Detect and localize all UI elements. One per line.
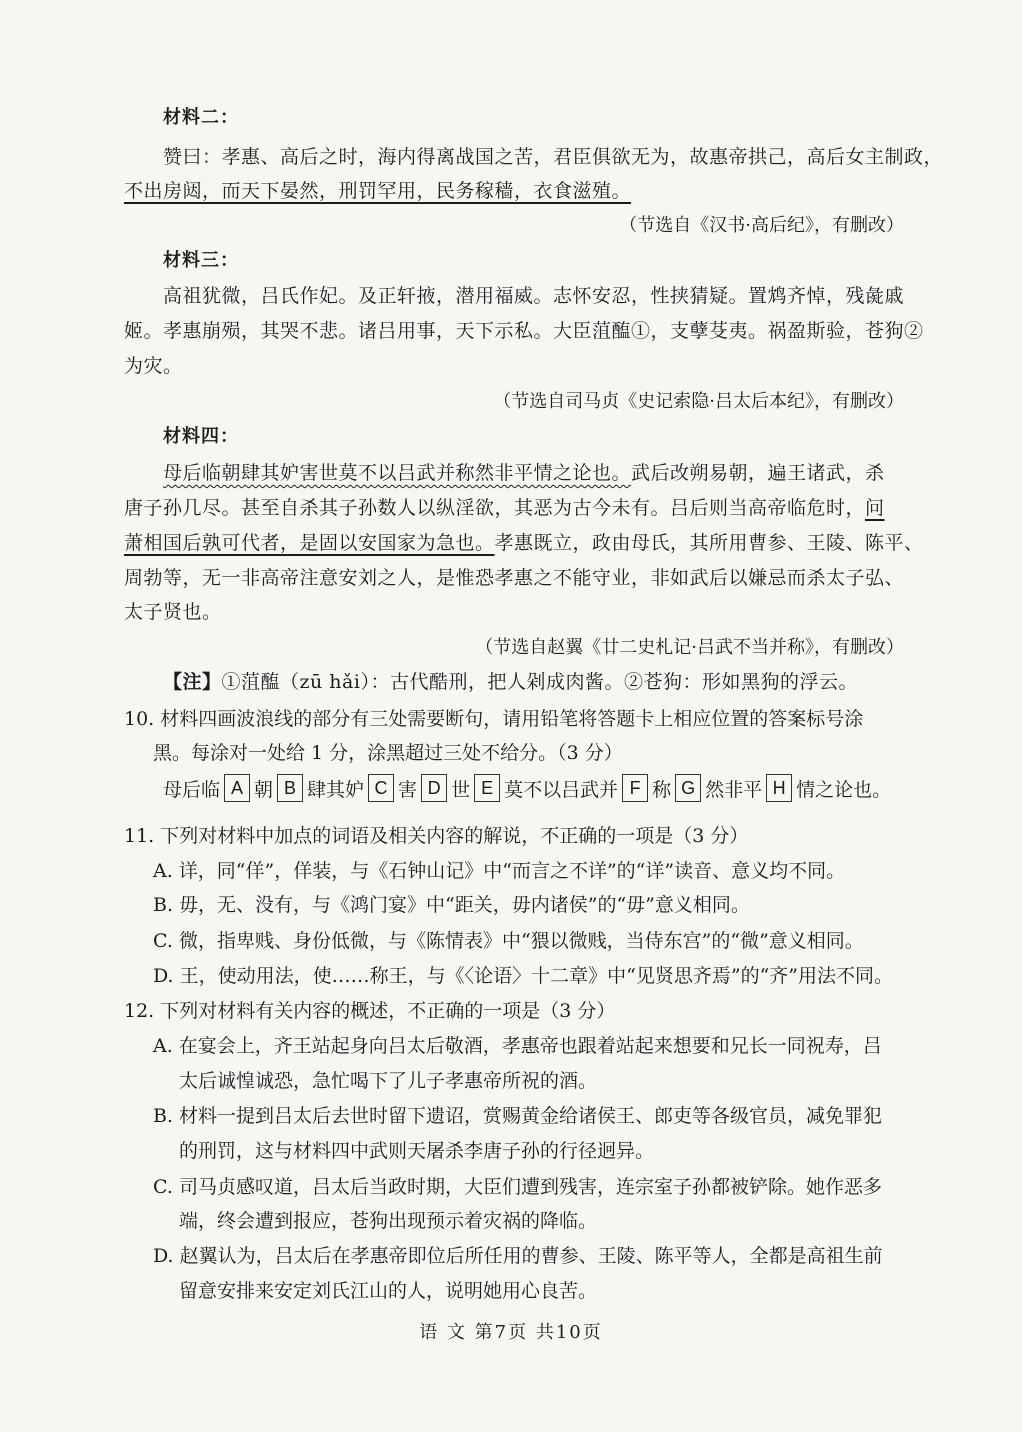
material3-source: （节选自司马贞《史记索隐·吕太后本纪》，有删改） bbox=[493, 391, 904, 412]
material2-source: （节选自《汉书·高后纪》，有删改） bbox=[619, 215, 904, 236]
q11-option-d: D. 王，使动用法，使……称王，与《〈论语〉十二章》中“见贤思齐焉”的“齐”用法不同。 bbox=[153, 965, 893, 987]
material4-source: （节选自赵翼《廿二史札记·吕武不当并称》，有删改） bbox=[475, 637, 904, 658]
material4-line3: 萧相国后孰可代者，是固以安国家为急也。孝惠既立，政由母氏，其所用曹参、王陵、陈平、 bbox=[124, 532, 924, 554]
q12-option-b-line2: 的刑罚，这与材料四中武则天屠杀李唐子孙的行径迥异。 bbox=[179, 1140, 655, 1162]
wavy-line-text: 母后临朝肆其妒害世莫不以吕武并称然非平情之论也。 bbox=[163, 462, 632, 484]
material2-line1: 赞曰：孝惠、高后之时，海内得离战国之苦，君臣俱欲无为，故惠帝拱己，高后女主制政， bbox=[163, 146, 944, 168]
answer-box-e[interactable]: E bbox=[474, 774, 500, 802]
answer-box-g[interactable]: G bbox=[675, 774, 701, 802]
q12-option-c-line2: 端，终会遭到报应，苍狗出现预示着灾祸的降临。 bbox=[179, 1210, 598, 1232]
q11-option-b: B. 毋，无、没有，与《鸿门宴》中“距关，毋内诸侯”的“毋”意义相同。 bbox=[153, 894, 750, 916]
material4-line5: 太子贤也。 bbox=[124, 601, 222, 623]
q12-stem: 12. 下列对材料有关内容的概述，不正确的一项是（3 分） bbox=[124, 1000, 616, 1022]
q10-stem-line2: 黑。每涂对一处给 1 分，涂黑超过三处不给分。（3 分） bbox=[153, 742, 623, 764]
material2-heading: 材料二： bbox=[163, 107, 239, 128]
material4-underlined-text: 萧相国后孰可代者，是固以安国家为急也。 bbox=[124, 532, 495, 554]
footnote: 【注】①菹醢（zū hǎi）：古代酷刑，把人剁成肉酱。②苍狗：形如黑狗的浮云。 bbox=[163, 671, 858, 693]
q10-answer-row: 母后临 A 朝 B 肆其妒 C 害 D 世 E 莫不以吕武并 F 称 G 然非平 H 情之论也。 bbox=[163, 771, 891, 805]
material3-line2: 姬。孝惠崩殒，其哭不悲。诸吕用事，天下示私。大臣菹醢①，支孽芟夷。祸盈斯验，苍狗② bbox=[124, 320, 924, 342]
material4-line4: 周勃等，无一非高帝注意安刘之人，是惟恐孝惠之不能守业，非如武后以嫌忌而杀太子弘、 bbox=[124, 567, 905, 589]
material3-line1: 高祖犹微，吕氏作妃。及正轩掖，潜用福威。志怀安忍，性挟猜疑。置鸩齐悼，残彘戚 bbox=[163, 285, 905, 307]
q12-option-d-line2: 留意安排来安定刘氏江山的人，说明她用心良苦。 bbox=[179, 1280, 598, 1302]
material2-line2 bbox=[124, 176, 631, 203]
q11-option-c: C. 微，指卑贱、身份低微，与《陈情表》中“猥以微贱，当侍东宫”的“微”意义相同。 bbox=[153, 930, 864, 952]
answer-box-f[interactable]: F bbox=[622, 774, 648, 802]
material3-heading: 材料三： bbox=[163, 250, 239, 271]
material4-line2: 唐子孙几尽。甚至自杀其子孙数人以纵淫欲，其恶为古今未有。吕后则当高帝临危时，问 bbox=[124, 497, 885, 519]
material3-line3: 为灾。 bbox=[124, 355, 183, 377]
page-footer: 语 文 第7页 共10页 bbox=[419, 1322, 603, 1343]
answer-box-c[interactable]: C bbox=[368, 774, 394, 802]
answer-box-d[interactable]: D bbox=[421, 774, 447, 802]
material4-line1: 母后临朝肆其妒害世莫不以吕武并称然非平情之论也。武后改朔易朝，遍王诸武，杀 bbox=[163, 462, 885, 484]
q10-stem-line1: 10. 材料四画波浪线的部分有三处需要断句，请用铅笔将答题卡上相应位置的答案标号涂 bbox=[124, 708, 864, 730]
answer-box-h[interactable]: H bbox=[766, 774, 792, 802]
answer-box-b[interactable]: B bbox=[277, 774, 303, 802]
q12-option-b-line1: B. 材料一提到吕太后去世时留下遗诏，赏赐黄金给诸侯王、郎吏等各级官员，减免罪犯 bbox=[153, 1105, 883, 1127]
q12-option-a-line1: A. 在宴会上，齐王站起身向吕太后敬酒，孝惠帝也跟着站起来想要和兄长一同祝寿，吕 bbox=[153, 1035, 882, 1057]
material4-heading: 材料四： bbox=[163, 426, 239, 447]
q12-option-d-line1: D. 赵翼认为，吕太后在孝惠帝即位后所任用的曹参、王陵、陈平等人，全都是高祖生前 bbox=[153, 1245, 883, 1267]
answer-box-a[interactable]: A bbox=[224, 774, 250, 802]
material2-underlined-text: 不出房闼，而天下晏然，刑罚罕用，民务稼穑，衣食滋殖。 bbox=[124, 180, 632, 202]
q12-option-c-line1: C. 司马贞感叹道，吕太后当政时期，大臣们遭到残害，连宗室子孙都被铲除。她作恶多 bbox=[153, 1176, 882, 1198]
q11-option-a: A. 详，同“佯”，佯装，与《石钟山记》中“而言之不详”的“详”读音、意义均不同。 bbox=[153, 860, 846, 882]
q11-stem: 11. 下列对材料中加点的词语及相关内容的解说，不正确的一项是（3 分） bbox=[124, 825, 749, 847]
q12-option-a-line2: 太后诚惶诚恐，急忙喝下了儿子孝惠帝所祝的酒。 bbox=[179, 1070, 598, 1092]
